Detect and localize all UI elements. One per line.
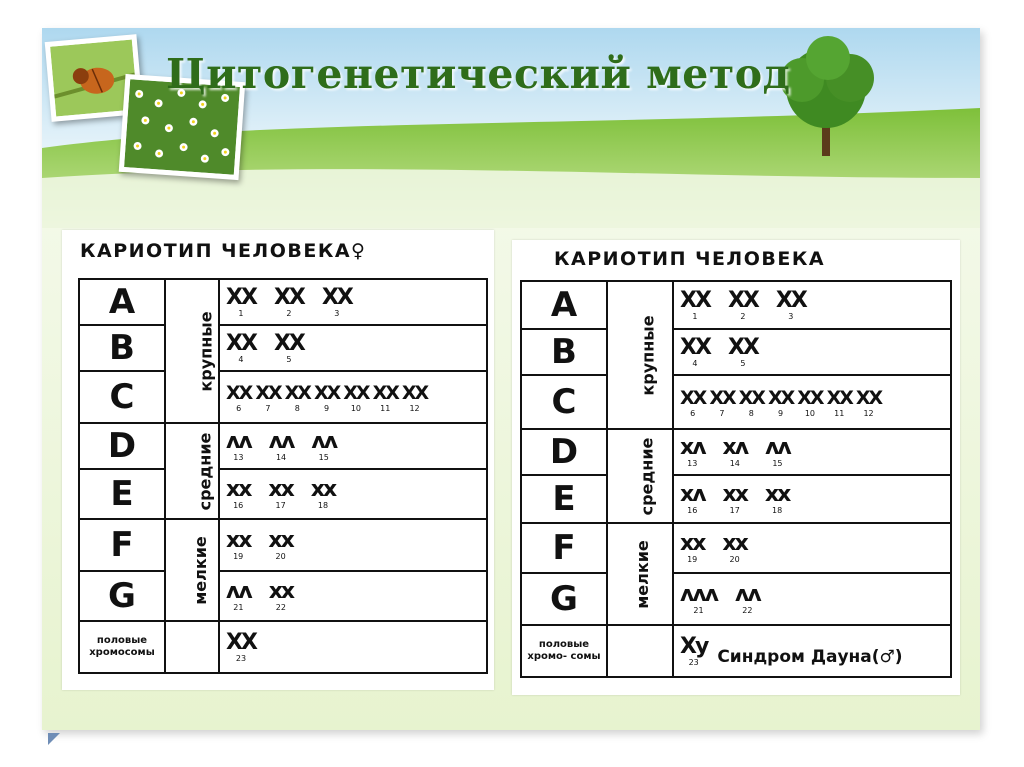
chromosome-glyph: XX [727,334,758,360]
chromosome-pair [680,387,705,418]
chromosome-glyph: XX [273,330,304,356]
group-row-f [521,523,951,573]
chromosome-glyph: ʌʌ [735,581,760,607]
chromosome-number: 21 [693,605,704,615]
chromosome-pair [680,481,705,515]
chromosome-pair [735,581,760,615]
chromosome-number: 19 [233,551,244,561]
chromosome-glyph: ʌʌ [765,434,790,460]
chromosome-pair [680,530,705,564]
chromosome-number: 2 [286,308,292,318]
chromosome-glyph: XX [343,381,369,404]
chromosome-number: 12 [409,403,420,413]
chromosome-number: 9 [324,403,330,413]
chromosome-number: 5 [286,354,292,364]
chromosome-cell [673,523,951,573]
group-row-b [521,329,951,375]
chromosome-cell [673,429,951,475]
chromosome-number: 23 [235,653,247,663]
chromosome-number: 4 [692,358,698,368]
chromosome-glyph: xx [310,476,336,502]
chromosome-number: 8 [294,403,300,413]
chromosome-pair [268,476,293,510]
group-row-g [79,571,487,621]
chromosome-glyph: XX [226,381,252,404]
chromosome-number: 5 [740,358,746,368]
chromosome-glyph: XX [738,386,764,409]
chromosome-glyph: XX [727,287,758,313]
karyotype-title: КАРИОТИП ЧЕЛОВЕКА♀ [80,240,367,262]
chromosome-glyph: xx [226,476,251,502]
chromosome-pair [255,382,280,413]
chromosome-number: 11 [380,403,391,413]
chromosome-pair [680,633,708,667]
group-letter: D [521,429,607,475]
karyotype-female-panel [62,230,494,690]
chromosome-pair [226,629,256,663]
size-category-label: мелкие [632,539,652,609]
slide-corner-marker [48,733,60,745]
size-category-label: средние [195,432,215,510]
karyotype-table [78,278,488,674]
chromosome-number: 8 [748,408,754,418]
chromosome-pair [856,387,881,418]
chromosome-number: 23 [688,657,699,667]
chromosome-pair [343,382,368,413]
chromosome-glyph: ʌʌ [268,428,294,454]
chromosome-number: 1 [692,311,698,321]
chromosome-glyph: XX [401,381,428,404]
chromosome-glyph: xx [722,530,747,556]
chromosome-cell [219,325,487,371]
chromosome-glyph: XX [255,381,281,404]
chromosome-cell [219,469,487,519]
chromosome-pair [402,382,427,413]
group-letter: G [521,573,607,625]
chromosome-number: 16 [687,505,698,515]
chromosome-cell [219,279,487,325]
size-category-label: крупные [196,310,216,392]
group-row-e [79,469,487,519]
group-letter: A [521,281,607,329]
chromosome-number: 18 [317,500,329,510]
chromosome-number: 13 [233,452,244,462]
chromosome-glyph: XX [226,330,256,356]
chromosome-glyph: xx [680,530,705,556]
group-row-e [521,475,951,523]
chromosome-number: 6 [236,403,242,413]
chromosome-cell [219,571,487,621]
group-row-a [521,281,951,329]
chromosome-pair [273,284,304,318]
syndrome-label: Синдром Дауна(♂) [717,646,903,667]
chromosome-pair [722,481,747,515]
chromosome-cell [673,475,951,523]
chromosome-glyph: ʌʌʌ [680,581,718,607]
chromosome-cell [219,621,487,673]
group-row-c [521,375,951,429]
chromosome-number: 11 [834,408,845,418]
chromosome-pair [680,581,718,615]
chromosome-pair [310,476,336,510]
group-letter: F [79,519,165,571]
chromosome-glyph: xx [722,481,747,507]
chromosome-glyph: XX [680,386,706,409]
chromosome-number: 13 [687,458,698,468]
chromosome-glyph: xx [268,476,293,502]
chromosome-number: 7 [719,408,725,418]
chromosome-number: 9 [778,408,784,418]
chromosome-number: 20 [275,551,286,561]
chromosome-number: 12 [863,408,874,418]
chromosome-glyph: XX [709,386,735,409]
size-category [165,279,219,423]
group-row-d [521,429,951,475]
sex-chromosome-row [79,621,487,673]
size-category-label: средние [637,437,657,515]
chromosome-number: 2 [740,311,746,321]
chromosome-pair [680,287,710,321]
group-row-c [79,371,487,423]
sex-chromosomes-label: половые хромосомы [79,621,165,673]
chromosome-pair [226,284,256,318]
chromosome-pair [768,387,793,418]
chromosome-glyph: XX [226,284,256,310]
chromosome-number: 3 [788,311,794,321]
chromosome-number: 22 [275,602,286,612]
chromosome-glyph: ʌʌ [226,428,251,454]
chromosome-pair [268,578,294,612]
chromosome-glyph: ʌʌ [311,428,337,454]
chromosome-pair [722,434,748,468]
chromosome-number: 17 [275,500,286,510]
chromosome-glyph: XX [680,334,710,360]
chromosome-pair [373,382,398,413]
chromosome-pair [226,578,251,612]
chromosome-number: 17 [729,505,740,515]
group-row-a [79,279,487,325]
chromosome-pair [273,330,304,364]
group-row-b [79,325,487,371]
chromosome-number: 14 [729,458,740,468]
chromosome-cell [219,519,487,571]
chromosome-pair [226,476,251,510]
chromosome-cell [673,625,951,677]
size-category [607,429,673,523]
chromosome-pair [226,527,251,561]
karyotype-down-syndrome-panel [512,240,960,695]
chromosome-pair [775,287,806,321]
group-row-f [79,519,487,571]
group-letter: E [521,475,607,523]
empty-category-cell [607,625,673,677]
chromosome-glyph: XX [775,287,806,313]
chromosome-glyph: XX [826,386,852,409]
chromosome-number: 19 [687,554,698,564]
chromosome-pair [764,481,790,515]
chromosome-number: 20 [729,554,740,564]
chromosome-cell [219,423,487,469]
group-letter: C [521,375,607,429]
size-category-label: крупные [638,314,658,396]
chromosome-glyph: xʌ [722,434,748,460]
chromosome-number: 15 [318,452,329,462]
chromosome-glyph: XX [680,287,710,313]
chromosome-number: 15 [772,458,783,468]
chromosome-cell [219,371,487,423]
chromosome-glyph: ʌʌ [226,578,251,604]
chromosome-number: 18 [772,505,783,515]
chromosome-number: 14 [275,452,287,462]
chromosome-number: 10 [804,408,815,418]
group-letter: A [79,279,165,325]
chromosome-cell [673,329,951,375]
chromosome-glyph: XX [226,629,256,655]
chromosome-pair [680,434,705,468]
chromosome-glyph: XX [273,284,304,310]
group-letter: C [79,371,165,423]
chromosome-pair [722,530,747,564]
chromosome-glyph: xx [268,527,293,553]
chromosome-number: 10 [350,403,361,413]
chromosome-number: 6 [690,408,696,418]
chromosome-glyph: xʌ [680,481,705,507]
chromosome-pair [827,387,852,418]
chromosome-pair [739,387,764,418]
chromosome-pair [321,284,352,318]
group-letter: D [79,423,165,469]
chromosome-number: 1 [238,308,244,318]
chromosome-pair [797,387,822,418]
chromosome-cell [673,281,951,329]
empty-category-cell [165,621,219,673]
chromosome-glyph: XX [321,284,352,310]
size-category-label: мелкие [190,535,210,605]
chromosome-number: 22 [742,605,753,615]
sex-chromosomes-label: половые хромо- сомы [521,625,607,677]
chromosome-pair [709,387,734,418]
group-letter: E [79,469,165,519]
chromosome-number: 3 [334,308,340,318]
group-letter: F [521,523,607,573]
chromosome-pair [268,527,293,561]
group-letter: B [521,329,607,375]
chromosome-glyph: XX [313,381,340,404]
karyotype-table [520,280,952,678]
chromosome-pair [226,330,256,364]
group-row-d [79,423,487,469]
group-letter: G [79,571,165,621]
chromosome-cell [673,375,951,429]
karyotype-title: КАРИОТИП ЧЕЛОВЕКА [554,248,826,270]
chromosome-cell [673,573,951,625]
chromosome-glyph: XX [284,381,310,404]
chromosome-pair [727,334,758,368]
chromosome-pair [226,428,251,462]
chromosome-glyph: xx [226,527,251,553]
chromosome-glyph: xx [268,578,294,604]
chromosome-glyph: XX [797,386,823,409]
chromosome-pair [680,334,710,368]
chromosome-number: 7 [265,403,271,413]
chromosome-number: 4 [238,354,244,364]
chromosome-pair [311,428,337,462]
size-category [165,423,219,519]
chromosome-glyph: XX [855,386,882,409]
slide-title: Цитогенетический метод [166,50,791,98]
size-category [165,519,219,621]
chromosome-number: 16 [233,500,244,510]
chromosome-pair [268,428,294,462]
sex-chromosome-row [521,625,951,677]
size-category [607,281,673,429]
chromosome-pair [285,382,310,413]
group-row-g [521,573,951,625]
chromosome-glyph: Xy [680,633,708,659]
chromosome-glyph: xʌ [680,434,705,460]
chromosome-pair [226,382,251,413]
size-category [607,523,673,625]
group-letter: B [79,325,165,371]
chromosome-glyph: XX [767,386,794,409]
chromosome-pair [314,382,339,413]
chromosome-pair [765,434,790,468]
chromosome-glyph: xx [764,481,790,507]
chromosome-number: 21 [233,602,244,612]
chromosome-pair [727,287,758,321]
chromosome-glyph: XX [372,381,398,404]
